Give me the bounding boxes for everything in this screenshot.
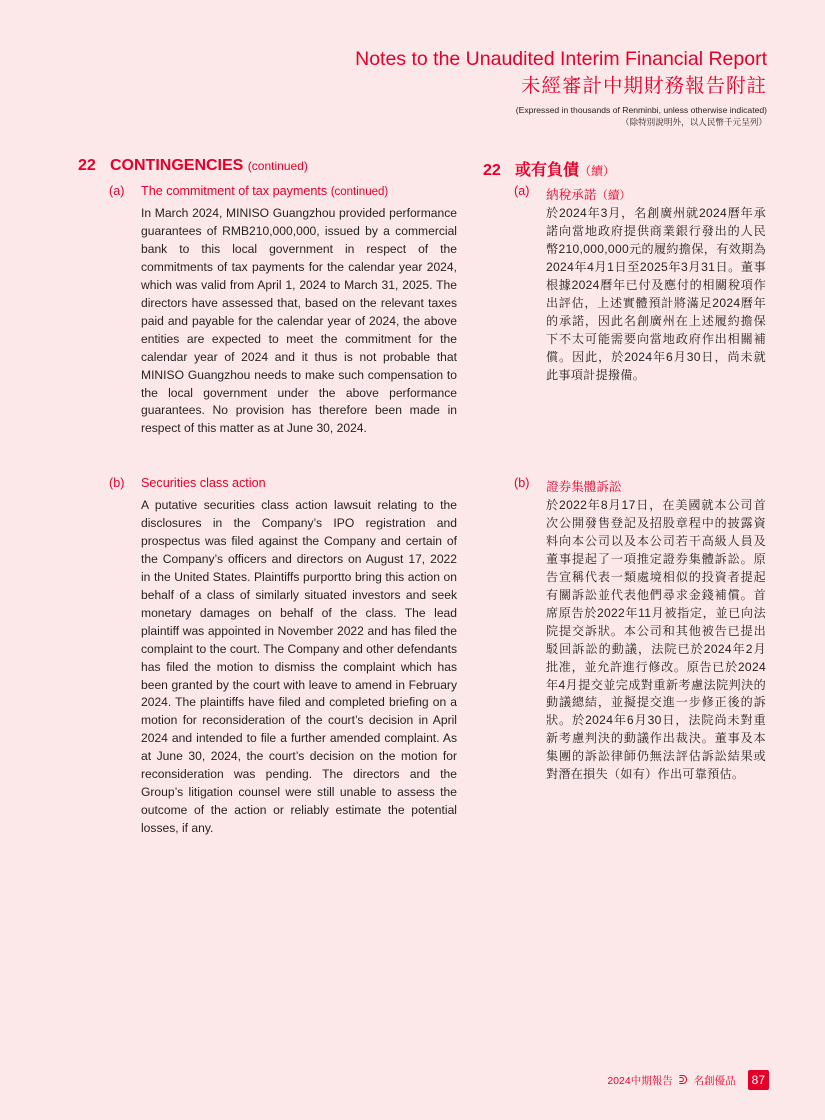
page-header-title-en: Notes to the Unaudited Interim Financial Report (355, 48, 767, 70)
subsection-b-body-zh: 於2022年8月17日，在美國就本公司首次公開發售登記及招股章程中的披露資料向本公司以及本公司若干高級人員及董事提起了一項推定證券集體訴訟。原告宣稱代表一類處境相似的投資者提起有關訴訟並代表他們尋求金錢補償。首席原告於2022年11月被指定，並已向法院提交訴狀。本公司和其他被告已提出駁回訴訟的動議，法院已於2024年2月批准，並允許進行修改。原告已於2024年4月提交並完成對重新考慮法院判決的動議總結，並擬提交進一步修正後的訴狀。於2024年6月30日，法院尚未對重新考慮判決的動議作出裁決。董事及本集團的訴訟律師仍無法評估訴訟結果或對潛在損失（如有）作出可靠預估。 (546, 498, 766, 782)
continued-label: (continued) (247, 159, 308, 173)
subsection-title: 納稅承諾 (546, 188, 597, 202)
subsection-title: 證券集體訴訟 (546, 480, 622, 494)
page-number: 87 (748, 1070, 769, 1090)
continued-label: (continued) (330, 186, 389, 198)
subsection-title: The commitment of tax payments (141, 184, 328, 198)
subsection-label: (b) (109, 476, 125, 490)
currency-note-zh: （除特別說明外，以人民幣千元呈列） (620, 117, 767, 127)
brand-name: 名創優品 (693, 1074, 736, 1087)
subsection-label: (a) (514, 184, 530, 198)
continued-label: （續） (579, 164, 616, 178)
section-title: CONTINGENCIES (110, 157, 244, 174)
continued-label: （續） (596, 190, 631, 202)
report-name: 2024中期報告 (607, 1074, 673, 1087)
section-title: 或有負債 (515, 162, 580, 179)
brand-logo-icon: ᕲ (678, 1072, 688, 1087)
currency-note-en: (Expressed in thousands of Renminbi, unless otherwise indicated) (515, 105, 767, 115)
section-heading-zh (483, 157, 615, 180)
subsection-a-body-zh: 於2024年3月，名創廣州就2024曆年承諾向當地政府提供商業銀行發出的人民幣210,000,000元的履約擔保，有效期為2024年4月1日至2025年3月31日。董事根據2024曆年已付及應付的相關稅項作出評估，上述實體預計將滿足2024曆年的承諾，因此名創廣州在上述履約擔保下不太可能需要向當地政府作出相關補償。因此，於2024年6月30日，尚未就此事項計提撥備。 (546, 206, 766, 382)
page-header-title-zh: 未經審計中期財務報告附註 (520, 75, 767, 97)
subsection-title: Securities class action (141, 476, 266, 490)
page-footer (607, 1068, 769, 1092)
subsection-a-body-en: In March 2024, MINISO Guangzhou provided performance guarantees of RMB210,000,000, issued by a commercial bank to this local government in respect of the commitments of tax payments for the calendar year 2024, which was valid from April 1, 2024 to March 31, 2025. The directors have assessed that, based on the relevant taxes paid and payable for the calendar year of 2024, the above entities are expected to meet the commitment for the calendar year of 2024 and it thus is not probable that MINISO Guangzhou needs to make such compensation to the local government under the above performance guarantees. No provision has therefore been made in respect of this matter as at June 30, 2024. (141, 206, 457, 436)
subsection-b-body-en: A putative securities class action lawsuit relating to the disclosures in the Company’s IPO registration and prospectus was filed against the Company and certain of the Company’s officers and directors on August 17, 2022 in the United States. Plaintiffs purportto bring this action on behalf of a class of similarly situated investors and seek monetary damages on behalf of the class. The lead plaintiff was appointed in November 2022 and has filed the complaint to the court. The Company and other defendants has filed the motion to dismiss the complaint which has been granted by the court with leave to amend in February 2024. The plaintiffs have filed and completed briefing on a motion for reconsideration of the court’s decision in April 2024 and intended to file a further amended complaint. As at June 30, 2024, the court’s decision on the motion for reconsideration was pending. The directors and the Group’s litigation counsel were still unable to assess the outcome of the action or reliably estimate the potential losses, if any. (141, 498, 457, 836)
subsection-label: (b) (514, 476, 530, 490)
section-number: 22 (78, 157, 96, 174)
subsection-label: (a) (109, 184, 125, 198)
section-number: 22 (483, 162, 501, 179)
section-heading-en (78, 157, 308, 175)
